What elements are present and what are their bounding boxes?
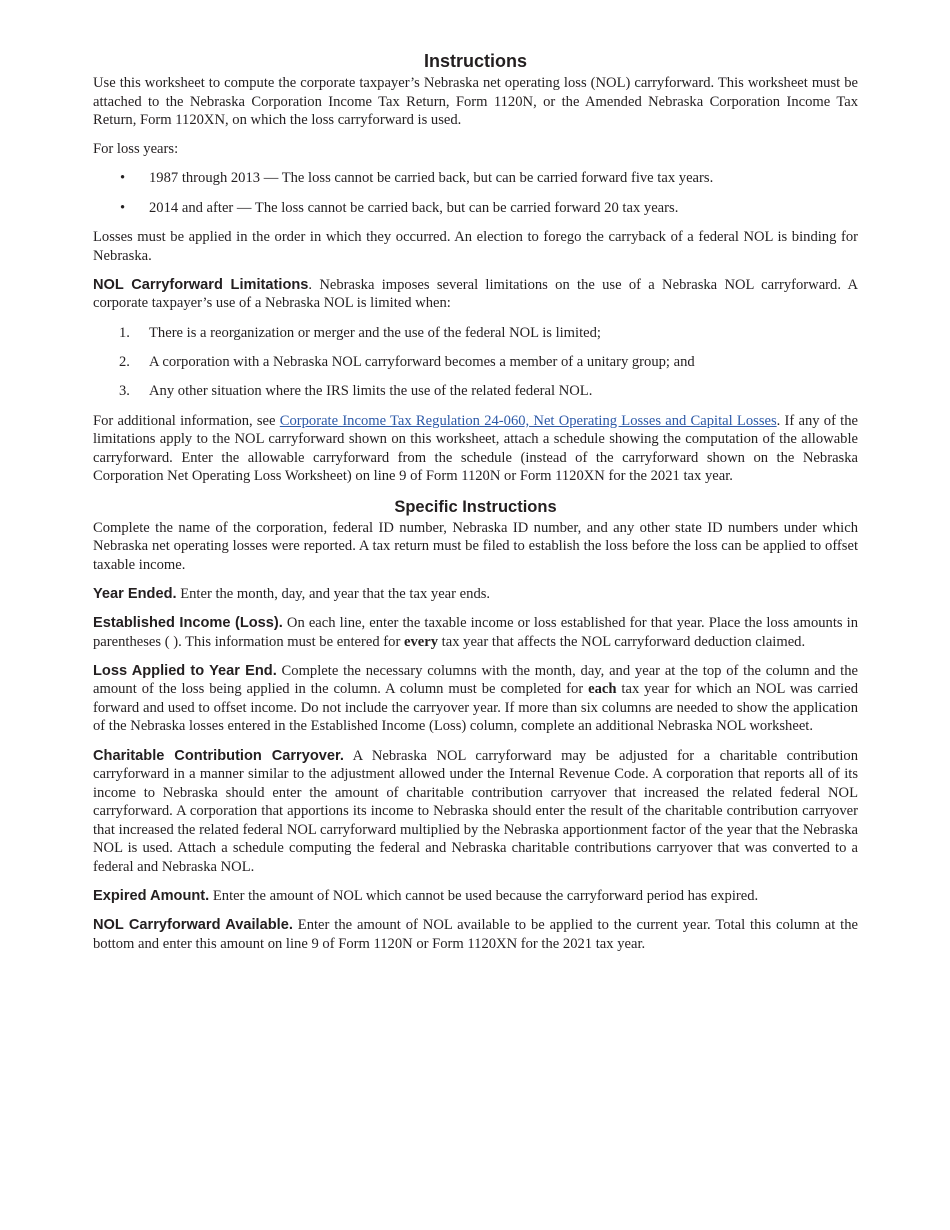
additional-info-before: For additional information, see xyxy=(93,412,280,429)
established-emphasis: every xyxy=(403,633,439,650)
limitation-text: A corporation with a Nebraska NOL carryforward becomes a member of a unitary group; and xyxy=(149,353,695,370)
list-item xyxy=(93,169,858,188)
list-item xyxy=(93,382,858,401)
year-ended-text: Enter the month, day, and year that the tax year ends. xyxy=(176,585,491,602)
list-item xyxy=(93,199,858,218)
list-item xyxy=(93,353,858,372)
expired-text: Enter the amount of NOL which cannot be used because the carryforward period has expired. xyxy=(209,888,759,905)
established-text-1: On each line, enter the taxable income or loss established for that year. Place the loss amounts in parentheses ( ). This information must be entered for xyxy=(93,614,859,650)
limitations-paragraph xyxy=(93,276,858,313)
limitation-text: There is a reorganization or merger and the use of the federal NOL is limited; xyxy=(149,324,601,341)
limitations-text: . Nebraska imposes several limitations on the use of a Nebraska NOL carryforward. A corporate taxpayer’s use of a Nebraska NOL is limited when: xyxy=(93,276,858,312)
loss-year-text: 2014 and after — The loss cannot be carried back, but can be carried forward 20 tax years. xyxy=(149,199,679,216)
year-ended-paragraph xyxy=(93,585,858,604)
list-number: 1. xyxy=(119,324,130,341)
expired-heading: Expired Amount. xyxy=(93,888,210,905)
limitations-list xyxy=(93,324,858,401)
loss-years-label: For loss years: xyxy=(93,141,179,158)
instructions-page xyxy=(93,50,858,964)
loss-applied-heading: Loss Applied to Year End. xyxy=(93,662,277,679)
bullet-icon: • xyxy=(120,199,126,216)
established-income-paragraph xyxy=(93,614,858,651)
instructions-intro: Use this worksheet to compute the corporate taxpayer’s Nebraska net operating loss (NOL) carryforward. This worksheet must be attached to the Nebraska Corporation Income Tax Return, Form 1120N, or the Amended Nebraska Corporation Income Tax Return, Form 1120XN, on which the loss carryforward is used. xyxy=(93,75,858,129)
loss-years-list xyxy=(93,169,858,217)
additional-info-paragraph xyxy=(93,412,858,486)
loss-applied-emphasis: each xyxy=(588,681,617,698)
list-number: 3. xyxy=(119,383,130,400)
loss-applied-text-2: tax year for which an NOL was carried forward and used to offset income. Do not include the carryover year. If more than six columns are needed to show the application of the Nebraska losses entered in the Established Income (Loss) column, complete an additional Nebraska NOL worksheet. xyxy=(93,681,858,735)
loss-year-text: 1987 through 2013 — The loss cannot be carried back, but can be carried forward five tax years. xyxy=(149,170,714,187)
loss-applied-text-1: Complete the necessary columns with the month, day, and year at the top of the column and the amount of the loss being applied in the column. A column must be completed for xyxy=(93,662,858,698)
limitations-heading: NOL Carryforward Limitations xyxy=(93,276,309,293)
loss-applied-paragraph xyxy=(93,662,858,736)
specific-instructions-title: Specific Instructions xyxy=(394,497,557,516)
established-text-2: tax year that affects the NOL carryforward deduction claimed. xyxy=(438,633,806,650)
charitable-paragraph xyxy=(93,747,858,877)
bullet-icon: • xyxy=(120,170,126,187)
charitable-text: A Nebraska NOL carryforward may be adjusted for a charitable contribution carryforward in a manner similar to the adjustment allowed under the Internal Revenue Code. A corporation that reports all of its income to Nebraska should enter the amount of charitable contribution carryover that increased the related federal NOL carryforward. A corporation that apportions its income to Nebraska should enter the result of the charitable contribution carryover that increased the related federal NOL carryforward multiplied by the Nebraska apportionment factor of the year that the Nebraska NOL is used. Attach a schedule computing the federal and Nebraska charitable contributions carryover that was converted to a federal and Nebraska NOL. xyxy=(93,747,859,876)
available-paragraph xyxy=(93,916,858,953)
available-heading: NOL Carryforward Available. xyxy=(93,917,293,934)
available-text: Enter the amount of NOL available to be applied to the current year. Total this column at the bottom and enter this amount on line 9 of Form 1120N or Form 1120XN for the 2021 tax year. xyxy=(93,917,858,952)
additional-info-after: . If any of the limitations apply to the NOL carryforward shown on this worksheet, attach a schedule showing the computation of the allowable carryforward. Enter the allowable carryforward from the schedule (instead of the carryforward shown on the Nebraska Corporation Net Operating Loss Worksheet) on line 9 of Form 1120N or Form 1120XN for the 2021 tax year. xyxy=(93,412,858,485)
limitation-text: Any other situation where the IRS limits the use of the related federal NOL. xyxy=(149,383,593,400)
losses-order-paragraph: Losses must be applied in the order in which they occurred. An election to forego the carryback of a federal NOL is binding for Nebraska. xyxy=(93,229,858,264)
established-income-heading: Established Income (Loss). xyxy=(93,614,283,631)
list-item xyxy=(93,324,858,343)
regulation-link[interactable]: Corporate Income Tax Regulation 24-060, Net Operating Losses and Capital Losses xyxy=(279,412,777,429)
specific-intro: Complete the name of the corporation, federal ID number, Nebraska ID number, and any other state ID numbers under which Nebraska net operating losses were reported. A tax return must be filed to establish the loss before the loss can be applied to offset taxable income. xyxy=(93,519,858,573)
list-number: 2. xyxy=(119,353,130,370)
expired-paragraph xyxy=(93,887,858,906)
instructions-title: Instructions xyxy=(423,51,527,71)
year-ended-heading: Year Ended. xyxy=(93,585,177,602)
charitable-heading: Charitable Contribution Carryover. xyxy=(93,747,344,764)
